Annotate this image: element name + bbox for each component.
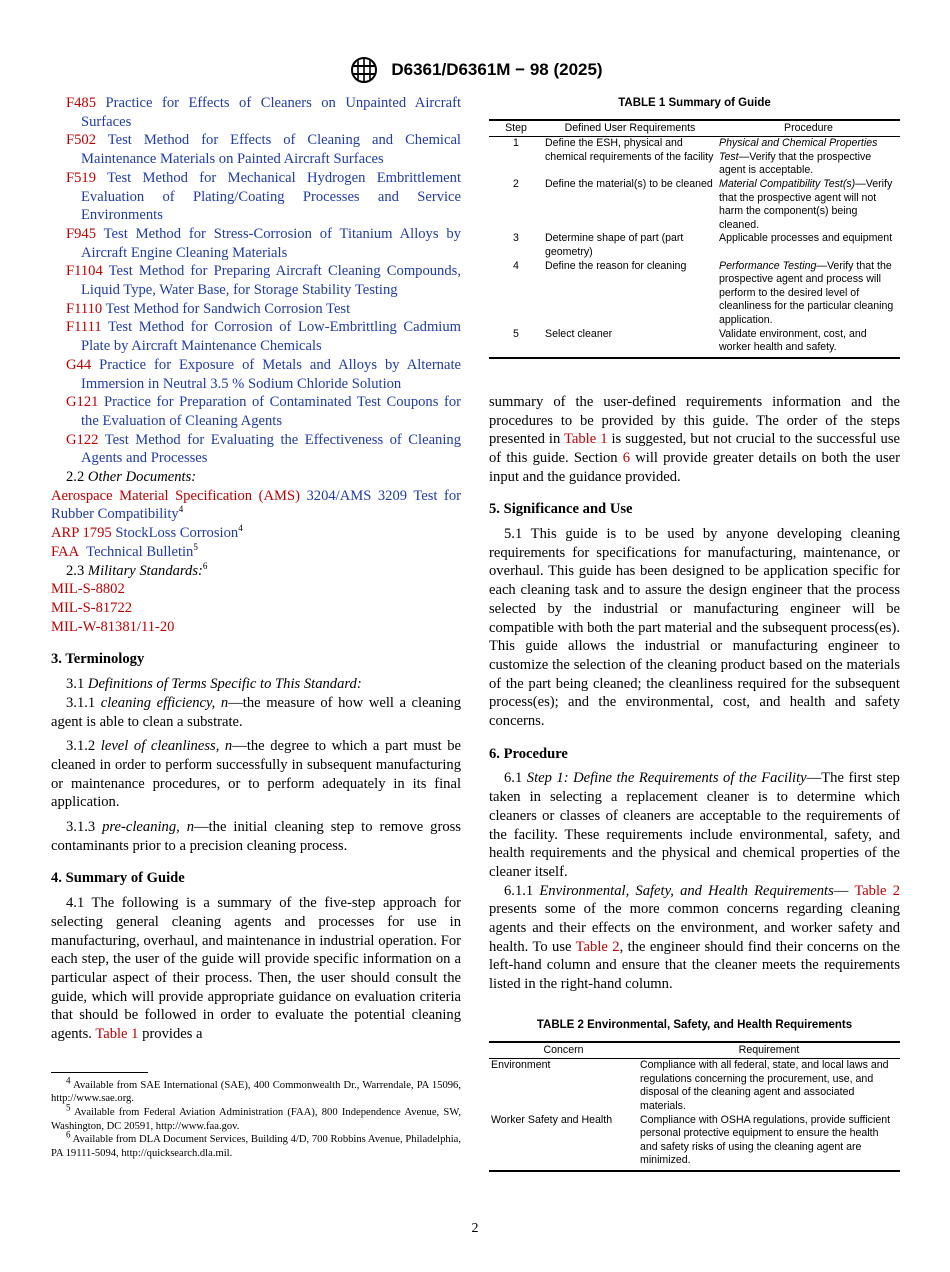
paragraph-3-1-3: 3.1.3 pre-cleaning, n—the initial cleaning step to remove gross contaminants prior to a precision cleaning process. [51, 819, 461, 854]
reference-code[interactable]: F1111 [66, 319, 102, 336]
left-column [51, 94, 461, 1160]
arp-title-link[interactable]: StockLoss Corrosion [115, 525, 239, 542]
table-1-link[interactable]: Table 1 [95, 1026, 139, 1043]
reference-title[interactable]: Test Method for Mechanical Hydrogen Embrittlement Evaluation of Plating/Coating Processes and Service Environments [81, 169, 461, 224]
reference-title[interactable]: Test Method for Corrosion of Low-Embrittling Cadmium Plate by Aircraft Maintenance Chemicals [81, 319, 461, 355]
table-header: Requirement [638, 1042, 900, 1059]
reference-title[interactable]: Test Method for Sandwich Corrosion Test [105, 300, 351, 317]
reference-item [51, 431, 461, 468]
table-header: Defined User Requirements [543, 120, 717, 137]
reference-code[interactable]: G121 [66, 394, 99, 411]
military-standards-heading: 2.3 Military Standards:$^6$ [66, 560, 208, 579]
reference-code[interactable]: G44 [66, 356, 92, 373]
footnote-marker: 6 [202, 560, 208, 571]
military-standard-item[interactable]: MIL-S-81722 [51, 599, 133, 616]
astm-references [51, 94, 461, 468]
significance-heading: 5. Significance and Use [489, 501, 633, 518]
table-1-link[interactable]: Table 1 [564, 431, 608, 448]
reference-item [51, 169, 461, 225]
table-2 [489, 1041, 900, 1172]
reference-code[interactable]: F485 [66, 95, 97, 111]
faa-reference [51, 543, 461, 562]
paragraph-4-1: 4.1 The following is a summary of the five-step approach for selecting general cleaning agents and processes for use in manufacturing, overhaul, and maintenance in industrial operation. For each step, the user of the guide will provide specific information on a particular aspect of their process. Then, the user should consult the guide, which will provide appropriate guidance on evaluation criteria that should be followed in order to evaluate the potential cleaning agents. Table 1 provides a [51, 895, 461, 1043]
reference-code[interactable]: F945 [66, 225, 97, 242]
reference-item [51, 356, 461, 393]
ams-link[interactable]: Aerospace Material Specification (AMS) [51, 487, 300, 504]
arp-link[interactable]: ARP 1795 [51, 525, 112, 542]
table-row: 4 Define the reason for cleaning Performance Testing—Verify that the prospective agent and process will perform to the desired level of cleanliness for the particular cleaning application. [513, 259, 894, 327]
astm-logo-icon [347, 56, 381, 84]
table-row: 1 Define the ESH, physical and chemical requirements of the facility Physical and Chemical Properties Test—Verify that the prospective agent is acceptable. [513, 137, 878, 177]
summary-continuation: summary of the user-defined requirements information and the procedures to be provided by this guide. The order of the steps presented in Table 1 is suggested, but not crucial to the successful use of this guide. Section 6 will provide greater details on both the user input and the guidance provided. [489, 393, 900, 485]
reference-code[interactable]: F519 [66, 169, 97, 186]
table-2-caption: TABLE 2 Environmental, Safety, and Health Requirements [536, 1018, 853, 1031]
table-header: Step [489, 120, 543, 137]
footnote: $^4$ Available from SAE International (SAE), 400 Commonwealth Dr., Warrendale, PA 15096, http://www.sae.org. [51, 1075, 461, 1105]
table-row: Environment Compliance with all federal, state, and local laws and regulations concerning the procurement, use, and disposal of the cleaning agent and associated materials. [491, 1059, 889, 1112]
reference-item [51, 393, 461, 430]
reference-title[interactable]: Test Method for Preparing Aircraft Cleaning Compounds, Liquid Type, Water Base, for Storage Stability Testing [81, 263, 461, 299]
reference-code[interactable]: G122 [66, 431, 99, 448]
reference-item [51, 318, 461, 355]
footnote-marker: 4 [238, 523, 243, 534]
table-1 [489, 119, 900, 359]
paragraph-3-1-2: 3.1.2 level of cleanliness, n—the degree to which a part must be cleaned in order to perform successfully in subsequent manufacturing or maintenance procedures, or to perform adequately in its final application. [51, 738, 461, 811]
table-row: 3 Determine shape of part (part geometry) Applicable processes and equipment [513, 232, 893, 259]
reference-title[interactable]: Test Method for Stress-Corrosion of Titanium Alloys by Aircraft Engine Cleaning Materials [81, 225, 461, 261]
table-row: 2 Define the material(s) to be cleaned Material Compatibility Test(s)—Verify that the prospective agent will not harm the component(s) being cleaned. [513, 178, 893, 231]
footnote: $^6$ Available from DLA Document Services, Building 4/D, 700 Robbins Avenue, Philadelphia, PA 19111-5094, http://quicksearch.dla.mil. [51, 1129, 461, 1159]
reference-code[interactable]: F1110 [66, 300, 103, 317]
reference-code[interactable]: F1104 [66, 263, 103, 280]
table-row: Worker Safety and Health Compliance with OSHA regulations, provide sufficient personal protective equipment to ensure the health and safety risks of using the cleaning agent are minimized. [489, 1114, 900, 1171]
other-documents-heading: 2.2 Other Documents: [66, 469, 197, 486]
footnote-marker: 5 [193, 542, 198, 553]
reference-item [51, 300, 461, 319]
reference-item [51, 131, 461, 168]
ams-reference [51, 487, 461, 524]
table-header: Concern [489, 1042, 638, 1059]
table-header: Procedure [717, 120, 900, 137]
ams-title-link[interactable]: 3204/AMS 3209 Test for Rubber Compatibility [51, 487, 461, 523]
paragraph-3-1: 3.1 Definitions of Terms Specific to This Standard: [66, 676, 362, 693]
table-2-link[interactable]: Table 2 [854, 882, 900, 899]
military-standard-item[interactable]: MIL-S-8802 [51, 581, 125, 598]
paragraph-3-1-1: 3.1.1 cleaning efficiency, n—the measure of how well a cleaning agent is able to clean a substrate. [51, 694, 461, 730]
paragraph-6-1: 6.1 Step 1: Define the Requirements of the Facility—The first step taken in selecting a replacement cleaner is to determine which cleaners or classes of cleaners are acceptable to the requirements of the facility. These requirements include environmental, safety, and health requirements and the physical and chemical properties of the cleaner itself. [489, 770, 900, 880]
reference-item [51, 262, 461, 299]
reference-code[interactable]: F502 [66, 132, 97, 149]
faa-link[interactable]: FAA [51, 543, 80, 560]
page-header [0, 56, 950, 84]
reference-item [51, 94, 461, 131]
footnote-marker: 4 [178, 504, 184, 515]
page-number: 2 [471, 1221, 479, 1236]
reference-title[interactable]: Test Method for Evaluating the Effectiveness of Cleaning Agents and Processes [81, 431, 461, 467]
reference-title[interactable]: Practice for Effects of Cleaners on Unpainted Aircraft Surfaces [81, 95, 461, 130]
footnote: $^5$ Available from Federal Aviation Administration (FAA), 800 Independence Avenue, SW, Washington, DC 20591, http://www.faa.gov. [51, 1102, 461, 1132]
reference-title[interactable]: Practice for Preparation of Contaminated Test Coupons for the Evaluation of Cleaning Agents [81, 394, 461, 429]
reference-title[interactable]: Practice for Exposure of Metals and Alloys by Alternate Immersion in Neutral 3.5 % Sodium Chloride Solution [81, 356, 461, 392]
terminology-heading: 3. Terminology [51, 651, 145, 668]
reference-title[interactable]: Test Method for Effects of Cleaning and Chemical Maintenance Materials on Painted Aircraft Surfaces [81, 132, 461, 168]
table-1-caption: TABLE 1 Summary of Guide [618, 97, 771, 109]
reference-item [51, 225, 461, 262]
document-designation: D6361/D6361M − 98 (2025) [391, 60, 603, 79]
right-column [489, 94, 900, 1172]
table-2-link[interactable]: Table 2 [575, 938, 620, 955]
arp-reference [51, 524, 461, 543]
paragraph-5-1: 5.1 This guide is to be used by anyone developing cleaning requirements for specifications for manufacturing, maintenance, or overhaul. This guide has been designed to be application specific for each cleaning task and to assure the design engineer that the process selected by the industrial or manufacturing engineer will be compatible with both the part material and the subsequent process(es). This guide allows the industrial or manufacturing engineer to customize the selection of the cleaning product based on the materials of the part being cleaned; the cleanliness required for the subsequent process(es); and the environmental, cost, and health and safety concerns. [489, 526, 900, 730]
section-6-link[interactable]: 6 [622, 449, 631, 466]
footnote-divider [51, 1072, 148, 1073]
procedure-heading: 6. Procedure [489, 745, 568, 762]
table-row: 5 Select cleaner Validate environment, cost, and worker health and safety. [489, 328, 900, 358]
summary-heading: 4. Summary of Guide [51, 870, 185, 887]
military-standard-item[interactable]: MIL-W-81381/11-20 [51, 618, 175, 635]
faa-title-link[interactable]: Technical Bulletin [86, 543, 194, 560]
paragraph-6-1-1: 6.1.1 Environmental, Safety, and Health Requirements— Table 2 presents some of the more common concerns regarding cleaning agents and their effects on the environment, and worker safety and health. To use Table 2, the engineer should find their concerns on the left-hand column and ensure that the cleaner meets the requirements listed in the right-hand column. [489, 882, 900, 993]
